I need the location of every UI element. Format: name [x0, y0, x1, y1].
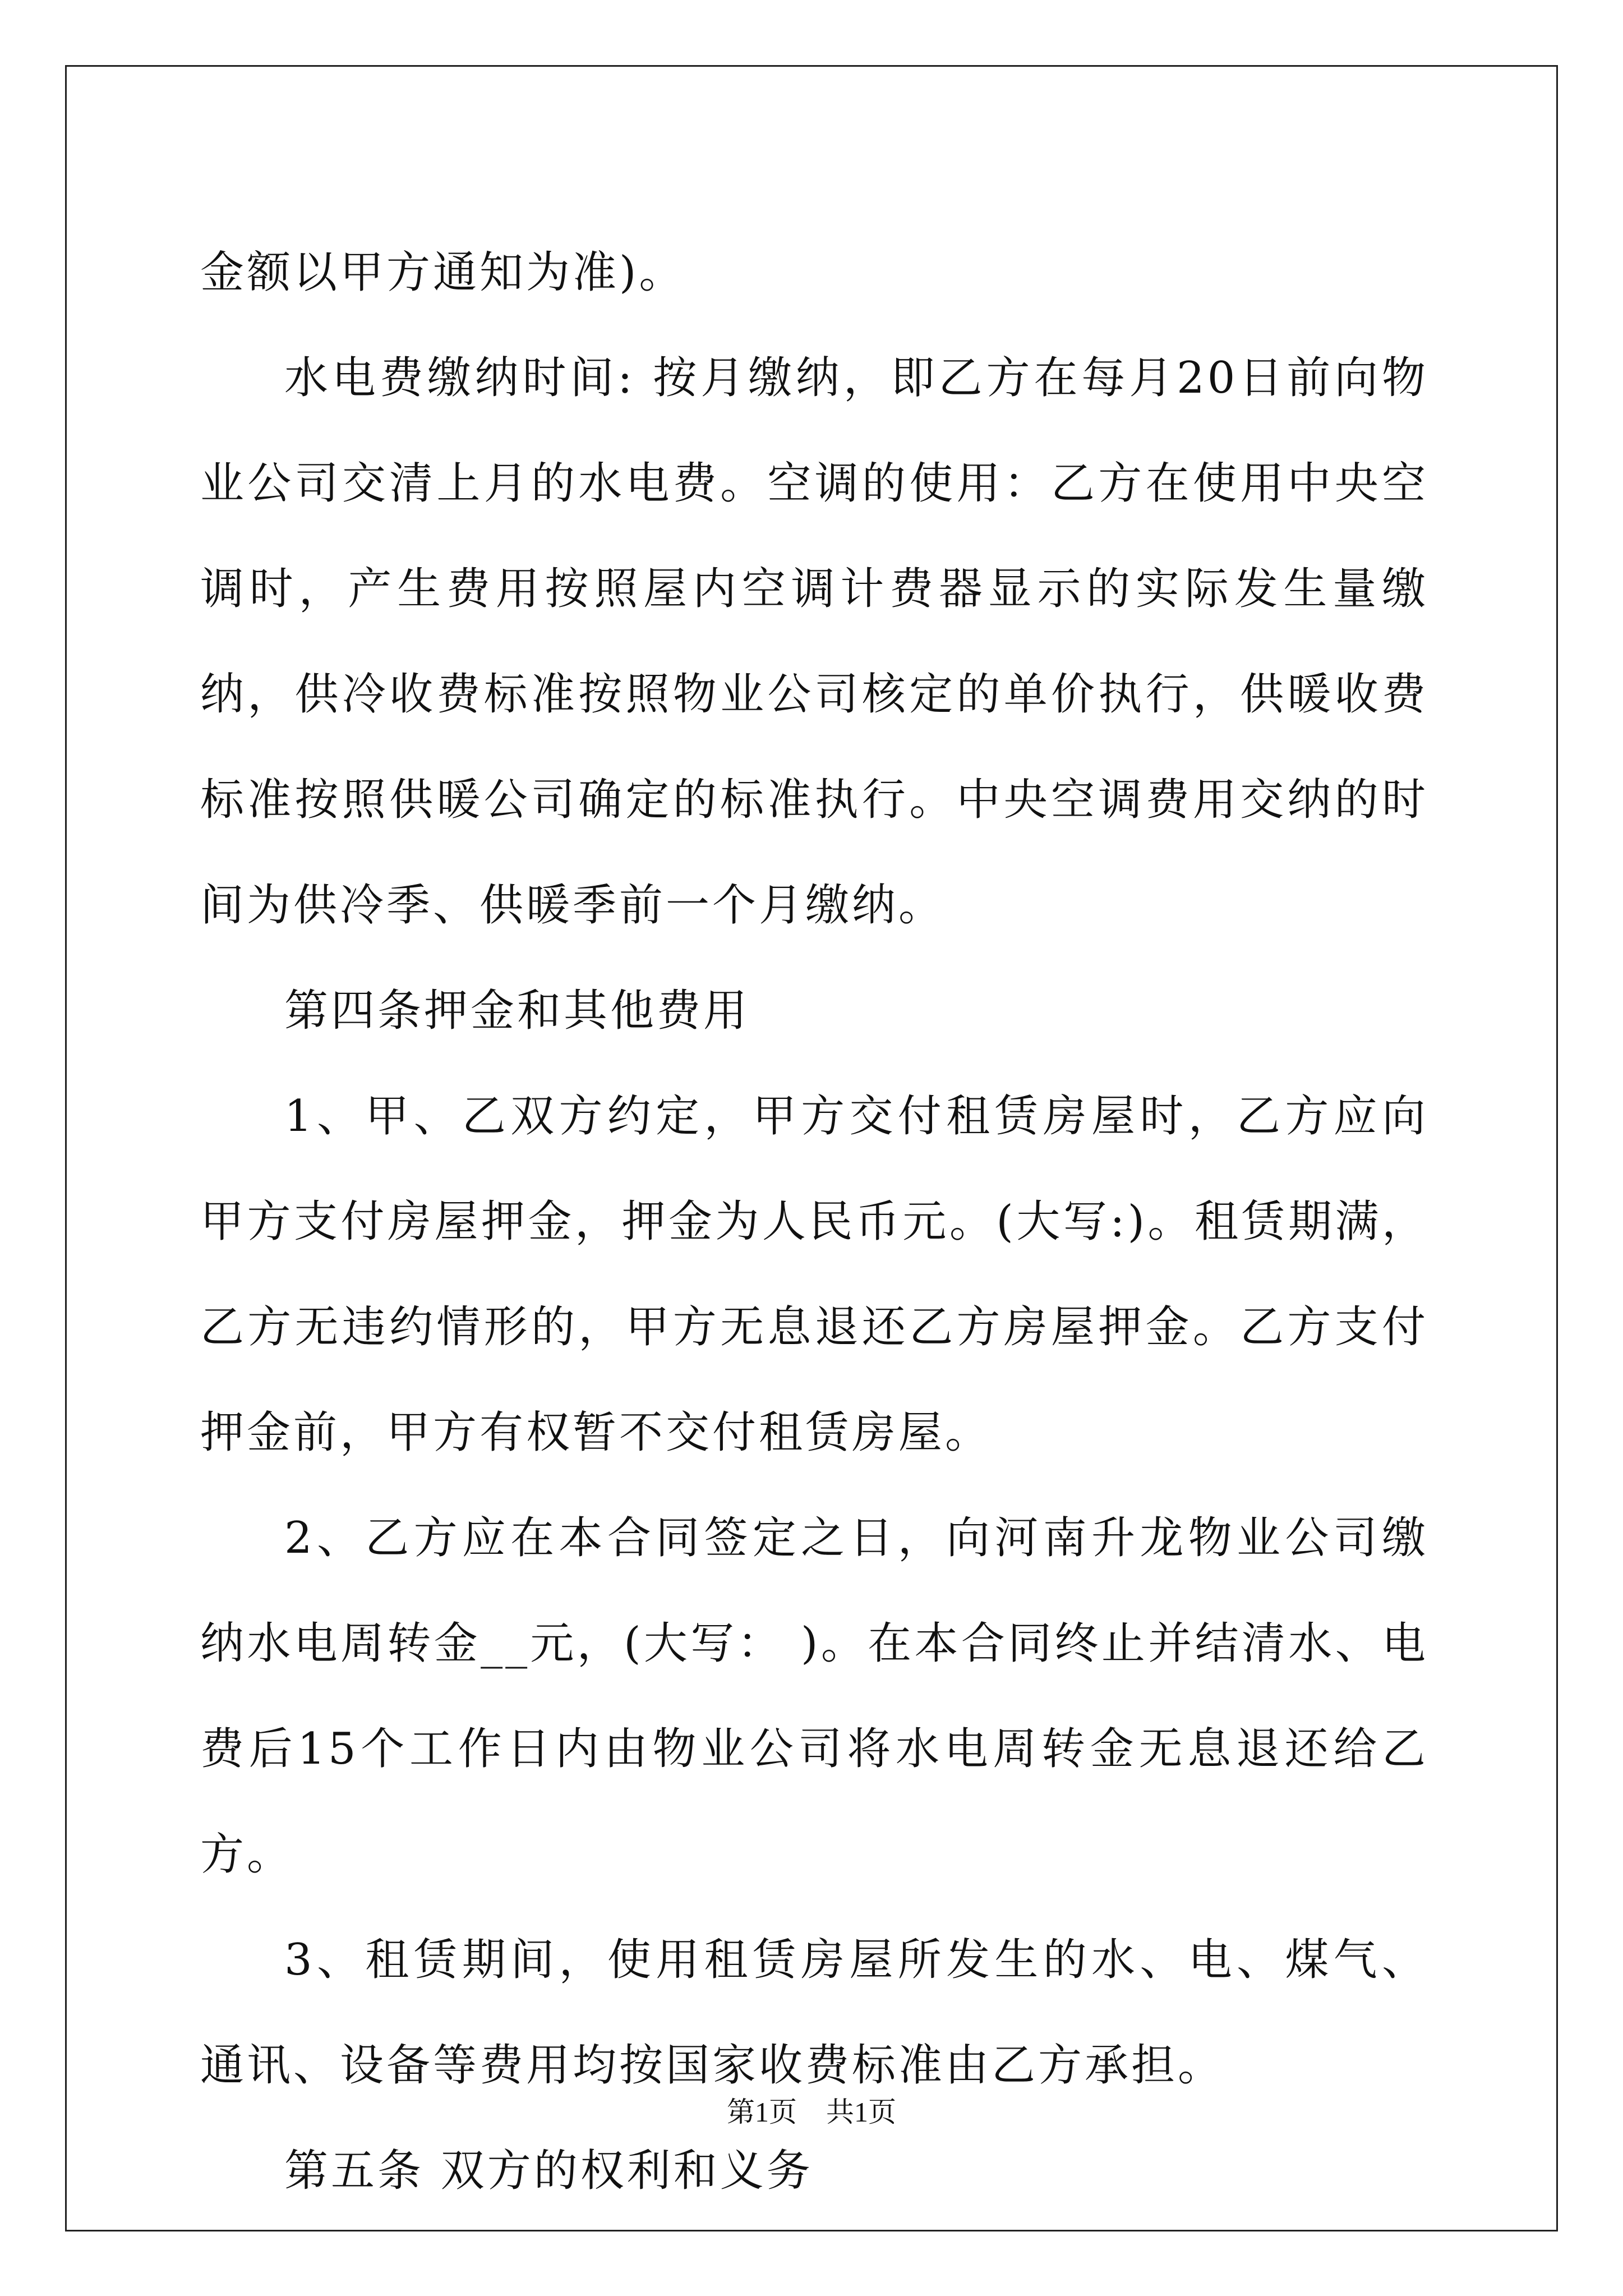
paragraph-article-4-item-1: 1、甲、乙双方约定，甲方交付租赁房屋时，乙方应向甲方支付房屋押金，押金为人民币元。(大写:)。租赁期满，乙方无违约情形的，甲方无息退还乙方房屋押金。乙方支付押金前，甲方有权暂不交付租赁房屋。	[200, 1091, 1428, 1458]
document-body	[200, 220, 1428, 2224]
page-number: 第1页	[727, 2096, 797, 2128]
paragraph-continuation: 金额以甲方通知为准)。	[200, 247, 686, 298]
paragraph-article-4-item-3: 3、租赁期间，使用租赁房屋所发生的水、电、煤气、通讯、设备等费用均按国家收费标准由乙方承担。	[200, 1935, 1428, 2091]
paragraph-article-4-item-2: 2、乙方应在本合同签定之日，向河南升龙物业公司缴纳水电周转金__元，(大写： )。在本合同终止并结清水、电费后15个工作日内由物业公司将水电周转金无息退还给乙方。	[200, 1513, 1428, 1880]
article-4-heading: 第四条押金和其他费用	[284, 986, 750, 1036]
page-total: 共1页	[826, 2096, 896, 2128]
article-5-heading: 第五条 双方的权利和义务	[284, 2146, 813, 2196]
page-footer	[0, 2095, 1623, 2129]
paragraph-utility-payment: 水电费缴纳时间: 按月缴纳，即乙方在每月20日前向物业公司交清上月的水电费。空调的使用：乙方在使用中央空调时，产生费用按照屋内空调计费器显示的实际发生量缴纳，供冷收费标准按照物业公司核定的单价执行，供暖收费标准按照供暖公司确定的标准执行。中央空调费用交纳的时间为供冷季、供暖季前一个月缴纳。	[200, 353, 1428, 931]
